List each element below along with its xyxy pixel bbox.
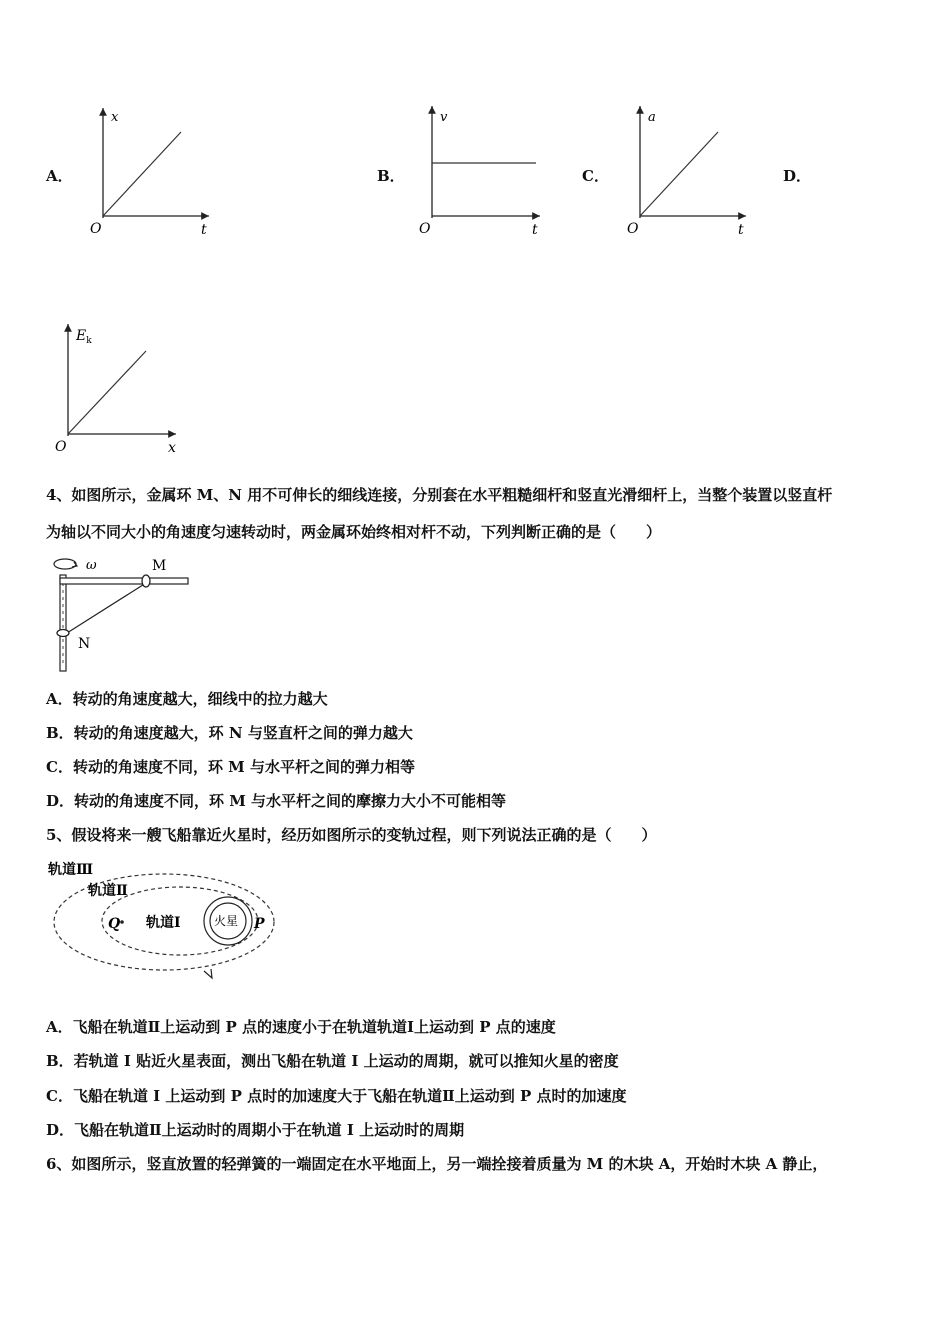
graph-b-y-label: v (440, 110, 448, 125)
graph-c-x-label: t (738, 222, 744, 238)
rotation-arrow-icon (54, 559, 76, 569)
ring-n (57, 630, 69, 637)
graph-d (50, 318, 185, 458)
option-b-letter: B． (377, 167, 405, 185)
vertical-rod (60, 575, 66, 671)
point-q-dot (120, 920, 124, 924)
omega-label: ω (86, 558, 97, 573)
graph-d-line (68, 351, 146, 434)
q4-option-b: B．转动的角速度越大，环 N 与竖直杆之间的弹力越大 (46, 724, 413, 742)
q4-option-a: A．转动的角速度越大，细线中的拉力越大 (46, 690, 328, 708)
graph-a-y-label: x (111, 110, 119, 125)
q5-orbit-figure (46, 855, 286, 985)
q6-stem: 6、如图所示，竖直放置的轻弹簧的一端固定在水平地面上，另一端拴接着质量为 M 的木块 A，开始时木块 A 静止， (46, 1155, 828, 1173)
ring-m (142, 575, 150, 587)
q5-option-b: B．若轨道 I 贴近火星表面，测出飞船在轨道 I 上运动的周期，就可以推知火星的密度 (46, 1052, 619, 1070)
q4-option-c: C．转动的角速度不同，环 M 与水平杆之间的弹力相等 (46, 758, 415, 776)
graph-c-line (640, 132, 718, 216)
graph-a-x-label: t (201, 222, 207, 238)
graph-c-origin: O (627, 221, 639, 237)
direction-arrow-icon (204, 969, 212, 978)
q5-option-c: C．飞船在轨道 I 上运动到 P 点时的加速度大于飞船在轨道Ⅱ上运动到 P 点时的加速度 (46, 1087, 627, 1105)
graph-a (85, 100, 220, 240)
graph-b-origin: O (419, 221, 431, 237)
graph-c (622, 100, 757, 240)
q5-stem: 5、假设将来一艘飞船靠近火星时，经历如图所示的变轨过程，则下列说法正确的是（ ） (46, 826, 657, 844)
point-p-label: P (254, 916, 265, 932)
graph-d-origin: O (55, 439, 67, 455)
orbit-2-label: 轨道Ⅱ (88, 883, 128, 899)
graph-a-line (103, 132, 181, 216)
orbit-1-label: 轨道Ⅰ (146, 915, 181, 931)
graph-b (414, 100, 549, 240)
graph-d-x-label: x (168, 440, 176, 456)
option-d-letter: D． (783, 167, 812, 185)
mars-label: 火星 (214, 914, 239, 928)
q5-option-d: D．飞船在轨道Ⅱ上运动时的周期小于在轨道 I 上运动时的周期 (46, 1121, 465, 1139)
option-c-letter: C． (582, 167, 609, 185)
graph-d-y-label: $E_k$ (76, 328, 92, 346)
q4-figure (48, 553, 198, 675)
q4-option-d: D．转动的角速度不同，环 M 与水平杆之间的摩擦力大小不可能相等 (46, 792, 507, 810)
horizontal-rod (60, 578, 188, 584)
connecting-string (67, 583, 146, 633)
graph-b-x-label: t (532, 222, 538, 238)
point-q-label: Q (108, 916, 121, 932)
q4-stem-line1: 4、如图所示，金属环 M、N 用不可伸长的细线连接，分别套在水平粗糙细杆和竖直光滑细杆上，当整个装置以竖直杆 (46, 486, 833, 504)
ring-m-label: M (152, 558, 167, 574)
ring-n-label: N (78, 636, 91, 652)
q4-stem-line2: 为轴以不同大小的角速度匀速转动时，两金属环始终相对杆不动，下列判断正确的是（ ） (46, 523, 662, 541)
q5-option-a: A．飞船在轨道Ⅱ上运动到 P 点的速度小于在轨道轨道Ⅰ上运动到 P 点的速度 (46, 1018, 556, 1036)
graph-c-y-label: a (648, 110, 656, 125)
option-a-letter: A． (46, 167, 73, 185)
orbit-3-label: 轨道Ⅲ (48, 862, 94, 878)
graph-a-origin: O (90, 221, 102, 237)
